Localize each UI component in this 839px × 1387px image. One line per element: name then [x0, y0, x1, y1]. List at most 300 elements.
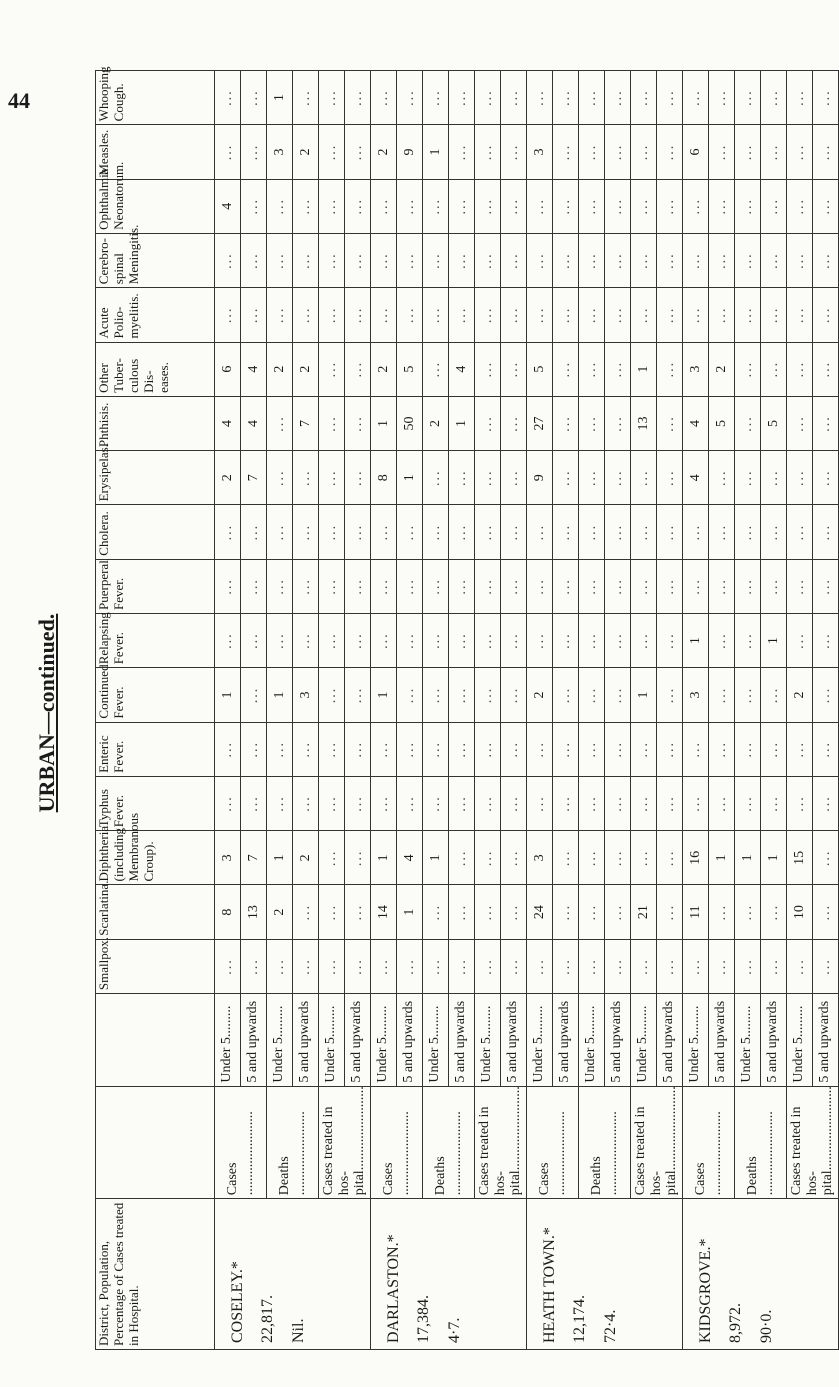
value-cell: ... — [761, 342, 787, 396]
value-cell: 16 — [683, 831, 709, 885]
value-cell: ... — [631, 505, 657, 559]
value-cell: ... — [423, 885, 449, 939]
value-cell: ... — [605, 614, 631, 668]
value-cell: ... — [579, 451, 605, 505]
value-cell: ... — [345, 559, 371, 613]
value-cell: ... — [319, 233, 345, 287]
value-cell: ... — [241, 668, 267, 722]
value-cell: ... — [709, 71, 735, 125]
value-cell: 1 — [631, 342, 657, 396]
value-cell: 1 — [215, 668, 241, 722]
value-cell: ... — [527, 614, 553, 668]
value-cell: ... — [579, 939, 605, 993]
value-cell: ... — [553, 831, 579, 885]
value-cell: ... — [631, 451, 657, 505]
value-cell: ... — [475, 505, 501, 559]
value-cell: ... — [293, 885, 319, 939]
page-number: 44 — [8, 88, 30, 113]
value-cell: ... — [371, 288, 397, 342]
value-cell: ... — [501, 939, 527, 993]
value-cell: ... — [605, 505, 631, 559]
value-cell: ... — [735, 722, 761, 776]
value-cell: ... — [527, 776, 553, 830]
value-cell: 9 — [527, 451, 553, 505]
value-cell: ... — [735, 288, 761, 342]
value-cell: ... — [527, 722, 553, 776]
column-header: Relapsing Fever. — [96, 614, 215, 668]
value-cell: ... — [423, 71, 449, 125]
value-cell: ... — [397, 179, 423, 233]
column-header: Smallpox. — [96, 939, 215, 993]
value-cell: 4 — [241, 342, 267, 396]
value-cell: ... — [449, 451, 475, 505]
value-cell: ... — [345, 179, 371, 233]
value-cell: 5 — [527, 342, 553, 396]
value-cell: 3 — [683, 668, 709, 722]
value-cell: ... — [215, 505, 241, 559]
value-cell: ... — [475, 614, 501, 668]
value-cell: ... — [787, 451, 813, 505]
value-cell: ... — [241, 288, 267, 342]
age-5-and-upwards: 5 and upwards — [397, 994, 423, 1087]
value-cell: 7 — [241, 831, 267, 885]
value-cell: ... — [735, 614, 761, 668]
value-cell: ... — [735, 451, 761, 505]
column-header: Cholera. — [96, 505, 215, 559]
value-cell: 15 — [787, 831, 813, 885]
district-name: DARLASTON.* — [385, 1234, 402, 1343]
value-cell: ... — [345, 722, 371, 776]
value-cell: 1 — [397, 451, 423, 505]
district-population: 8,972. — [727, 1303, 745, 1343]
value-cell: ... — [605, 396, 631, 450]
value-cell: ... — [241, 559, 267, 613]
value-cell: ... — [631, 71, 657, 125]
table-body — [215, 71, 839, 1350]
value-cell: ... — [579, 179, 605, 233]
value-cell: ... — [709, 125, 735, 179]
value-cell: ... — [631, 776, 657, 830]
value-cell: ... — [475, 776, 501, 830]
value-cell: ... — [475, 668, 501, 722]
age-5-and-upwards: 5 and upwards — [657, 994, 683, 1087]
value-cell: ... — [397, 505, 423, 559]
value-cell: ... — [553, 233, 579, 287]
value-cell: ... — [735, 179, 761, 233]
value-cell: ... — [345, 831, 371, 885]
value-cell: ... — [371, 71, 397, 125]
district-population: 12,174. — [571, 1295, 589, 1343]
value-cell: ... — [267, 614, 293, 668]
value-cell: ... — [527, 559, 553, 613]
value-cell: ... — [605, 776, 631, 830]
value-cell: 2 — [371, 342, 397, 396]
value-cell: ... — [371, 179, 397, 233]
value-cell: ... — [735, 125, 761, 179]
value-cell: ... — [553, 505, 579, 559]
table-row — [215, 71, 241, 1350]
value-cell: ... — [241, 505, 267, 559]
value-cell: ... — [397, 722, 423, 776]
value-cell: ... — [735, 342, 761, 396]
table-row — [475, 71, 501, 1350]
value-cell: ... — [449, 668, 475, 722]
value-cell: ... — [215, 125, 241, 179]
value-cell: ... — [371, 505, 397, 559]
value-cell: ... — [631, 125, 657, 179]
value-cell: ... — [397, 71, 423, 125]
value-cell: ... — [709, 559, 735, 613]
value-cell: 1 — [423, 125, 449, 179]
value-cell: ... — [787, 288, 813, 342]
value-cell: ... — [293, 451, 319, 505]
value-cell: ... — [631, 179, 657, 233]
value-cell: 2 — [787, 668, 813, 722]
value-cell: ... — [553, 559, 579, 613]
value-cell: ... — [319, 831, 345, 885]
value-cell: ... — [345, 614, 371, 668]
column-header: Puerperal Fever. — [96, 559, 215, 613]
age-under-5: Under 5......... — [475, 994, 501, 1087]
value-cell: ... — [657, 668, 683, 722]
running-head: URBAN—continued. — [34, 613, 59, 813]
value-cell: ... — [813, 125, 839, 179]
value-cell: ... — [267, 233, 293, 287]
row-label: Cases ........................ — [371, 1086, 423, 1199]
value-cell: ... — [241, 71, 267, 125]
row-label: Deaths ........................ — [423, 1086, 475, 1199]
value-cell: ... — [449, 776, 475, 830]
value-cell: ... — [319, 179, 345, 233]
value-cell: 3 — [293, 668, 319, 722]
value-cell: ... — [683, 776, 709, 830]
value-cell: ... — [397, 776, 423, 830]
value-cell: ... — [449, 559, 475, 613]
value-cell: ... — [293, 71, 319, 125]
value-cell: ... — [761, 71, 787, 125]
district-percentage: 90·0. — [757, 1309, 775, 1343]
value-cell: ... — [657, 505, 683, 559]
value-cell: ... — [813, 505, 839, 559]
value-cell: ... — [293, 288, 319, 342]
value-cell: ... — [605, 722, 631, 776]
value-cell: ... — [319, 776, 345, 830]
value-cell: ... — [501, 125, 527, 179]
age-5-and-upwards: 5 and upwards — [345, 994, 371, 1087]
value-cell: ... — [761, 668, 787, 722]
value-cell: ... — [657, 233, 683, 287]
column-header: Ophthalmia Neonatorum. — [96, 179, 215, 233]
value-cell: ... — [553, 722, 579, 776]
value-cell: ... — [345, 668, 371, 722]
value-cell: ... — [371, 722, 397, 776]
table-row — [683, 71, 709, 1350]
value-cell: ... — [761, 776, 787, 830]
value-cell: ... — [475, 559, 501, 613]
value-cell: ... — [293, 179, 319, 233]
row-label: Cases ........................ — [683, 1086, 735, 1199]
value-cell: ... — [527, 71, 553, 125]
value-cell: ... — [267, 776, 293, 830]
value-cell: 2 — [527, 668, 553, 722]
value-cell: ... — [787, 614, 813, 668]
value-cell: ... — [605, 451, 631, 505]
value-cell: 5 — [397, 342, 423, 396]
column-header: Enteric Fever. — [96, 722, 215, 776]
value-cell: ... — [475, 288, 501, 342]
value-cell: ... — [657, 288, 683, 342]
value-cell: ... — [787, 71, 813, 125]
value-cell: 4 — [397, 831, 423, 885]
value-cell: 13 — [241, 885, 267, 939]
value-cell: ... — [475, 233, 501, 287]
value-cell: ... — [215, 939, 241, 993]
value-cell: ... — [423, 559, 449, 613]
value-cell: ... — [449, 722, 475, 776]
value-cell: ... — [293, 614, 319, 668]
value-cell: ... — [579, 885, 605, 939]
value-cell: ... — [319, 396, 345, 450]
value-cell: ... — [657, 179, 683, 233]
table-row — [527, 71, 553, 1350]
value-cell: ... — [397, 614, 423, 668]
age-under-5: Under 5......... — [423, 994, 449, 1087]
value-cell: ... — [813, 179, 839, 233]
value-cell: ... — [449, 614, 475, 668]
row-label: Deaths ........................ — [579, 1086, 631, 1199]
value-cell: ... — [319, 614, 345, 668]
value-cell: ... — [371, 559, 397, 613]
value-cell: ... — [761, 451, 787, 505]
value-cell: ... — [345, 939, 371, 993]
table-row — [423, 71, 449, 1350]
age-header — [96, 994, 215, 1087]
value-cell: ... — [605, 288, 631, 342]
value-cell: ... — [553, 776, 579, 830]
value-cell: ... — [787, 559, 813, 613]
value-cell: ... — [215, 776, 241, 830]
value-cell: ... — [657, 396, 683, 450]
value-cell: ... — [657, 776, 683, 830]
value-cell: ... — [761, 722, 787, 776]
value-cell: ... — [735, 396, 761, 450]
value-cell: ... — [423, 233, 449, 287]
age-under-5: Under 5......... — [267, 994, 293, 1087]
value-cell: ... — [319, 125, 345, 179]
value-cell: ... — [683, 233, 709, 287]
value-cell: ... — [735, 668, 761, 722]
value-cell: 1 — [371, 831, 397, 885]
district-percentage: Nil. — [289, 1318, 307, 1343]
value-cell: ... — [657, 342, 683, 396]
age-5-and-upwards: 5 and upwards — [761, 994, 787, 1087]
value-cell: 3 — [683, 342, 709, 396]
value-cell: ... — [761, 885, 787, 939]
value-cell: ... — [267, 179, 293, 233]
value-cell: 3 — [527, 831, 553, 885]
age-under-5: Under 5......... — [735, 994, 761, 1087]
value-cell: 1 — [267, 71, 293, 125]
row-label: Deaths ........................ — [735, 1086, 787, 1199]
value-cell: ... — [813, 288, 839, 342]
table-row — [579, 71, 605, 1350]
column-header: Whooping Cough. — [96, 71, 215, 125]
age-under-5: Under 5......... — [527, 994, 553, 1087]
value-cell: ... — [501, 451, 527, 505]
value-cell: ... — [553, 614, 579, 668]
value-cell: 4 — [449, 342, 475, 396]
value-cell: ... — [501, 342, 527, 396]
age-5-and-upwards: 5 and upwards — [813, 994, 839, 1087]
value-cell: ... — [709, 451, 735, 505]
value-cell: 2 — [709, 342, 735, 396]
value-cell: ... — [579, 396, 605, 450]
value-cell: ... — [397, 559, 423, 613]
value-cell: ... — [709, 939, 735, 993]
value-cell: 1 — [397, 885, 423, 939]
value-cell: ... — [813, 71, 839, 125]
value-cell: ... — [345, 396, 371, 450]
row-label: Cases ........................ — [527, 1086, 579, 1199]
value-cell: ... — [605, 831, 631, 885]
value-cell: ... — [709, 288, 735, 342]
district-percentage: 4·7. — [445, 1317, 463, 1343]
age-under-5: Under 5......... — [787, 994, 813, 1087]
value-cell: ... — [735, 505, 761, 559]
column-header: Measles. — [96, 125, 215, 179]
district-population: 17,384. — [415, 1295, 433, 1343]
notifiable-diseases-table — [95, 66, 839, 1350]
value-cell: ... — [657, 559, 683, 613]
value-cell: ... — [787, 125, 813, 179]
value-cell: ... — [319, 451, 345, 505]
value-cell: ... — [423, 505, 449, 559]
value-cell: ... — [605, 939, 631, 993]
value-cell: ... — [579, 288, 605, 342]
district-cell — [215, 1199, 371, 1350]
row-label: Cases treated in hos- pital........................ — [319, 1086, 371, 1199]
district-name: HEATH TOWN.* — [541, 1227, 558, 1343]
value-cell: ... — [293, 776, 319, 830]
value-cell: ... — [527, 233, 553, 287]
value-cell: ... — [683, 559, 709, 613]
value-cell: 1 — [683, 614, 709, 668]
value-cell: ... — [449, 288, 475, 342]
table-row — [631, 71, 657, 1350]
row-label-header — [96, 1086, 215, 1199]
value-cell: ... — [579, 668, 605, 722]
value-cell: ... — [735, 559, 761, 613]
value-cell: ... — [579, 831, 605, 885]
value-cell: ... — [709, 668, 735, 722]
value-cell: ... — [501, 831, 527, 885]
value-cell: ... — [501, 668, 527, 722]
value-cell: ... — [709, 885, 735, 939]
value-cell: ... — [293, 505, 319, 559]
age-under-5: Under 5......... — [683, 994, 709, 1087]
row-label: Cases treated in hos- pital........................ — [631, 1086, 683, 1199]
value-cell: ... — [371, 776, 397, 830]
age-5-and-upwards: 5 and upwards — [501, 994, 527, 1087]
value-cell: ... — [553, 179, 579, 233]
rotated-table-container — [95, 66, 836, 1350]
district-name: COSELEY.* — [229, 1261, 246, 1343]
value-cell: ... — [371, 614, 397, 668]
column-header: Acute Polio- myelitis. — [96, 288, 215, 342]
value-cell: ... — [449, 505, 475, 559]
value-cell: ... — [605, 885, 631, 939]
value-cell: ... — [215, 71, 241, 125]
value-cell: ... — [241, 776, 267, 830]
value-cell: 2 — [371, 125, 397, 179]
value-cell: ... — [449, 71, 475, 125]
value-cell: ... — [709, 233, 735, 287]
district-percentage: 72·4. — [601, 1309, 619, 1343]
value-cell: ... — [475, 125, 501, 179]
value-cell: ... — [553, 939, 579, 993]
value-cell: ... — [501, 559, 527, 613]
value-cell: ... — [241, 614, 267, 668]
value-cell: ... — [449, 179, 475, 233]
value-cell: ... — [319, 342, 345, 396]
value-cell: 3 — [527, 125, 553, 179]
value-cell: ... — [423, 451, 449, 505]
value-cell: 9 — [397, 125, 423, 179]
row-label: Cases ........................ — [215, 1086, 267, 1199]
value-cell: 1 — [735, 831, 761, 885]
value-cell: ... — [709, 614, 735, 668]
value-cell: ... — [345, 451, 371, 505]
value-cell: ... — [761, 125, 787, 179]
value-cell: ... — [345, 233, 371, 287]
value-cell: ... — [657, 722, 683, 776]
value-cell: ... — [605, 125, 631, 179]
value-cell: ... — [527, 939, 553, 993]
value-cell: 2 — [423, 396, 449, 450]
value-cell: ... — [761, 505, 787, 559]
value-cell: ... — [423, 288, 449, 342]
value-cell: 4 — [215, 396, 241, 450]
age-under-5: Under 5......... — [215, 994, 241, 1087]
value-cell: 4 — [215, 179, 241, 233]
value-cell: ... — [345, 776, 371, 830]
value-cell: ... — [553, 885, 579, 939]
district-header: District, Population, Percentage of Cases treated in Hospital. — [96, 1199, 215, 1350]
row-label: Cases treated in hos- pital........................ — [475, 1086, 527, 1199]
age-5-and-upwards: 5 and upwards — [553, 994, 579, 1087]
value-cell: ... — [683, 71, 709, 125]
value-cell: ... — [371, 939, 397, 993]
value-cell: ... — [631, 831, 657, 885]
value-cell: ... — [475, 71, 501, 125]
value-cell: ... — [553, 125, 579, 179]
value-cell: ... — [579, 505, 605, 559]
value-cell: ... — [761, 179, 787, 233]
value-cell: 4 — [683, 396, 709, 450]
column-header: Erysipelas. — [96, 451, 215, 505]
age-under-5: Under 5......... — [371, 994, 397, 1087]
value-cell: ... — [761, 939, 787, 993]
district-cell — [371, 1199, 527, 1350]
value-cell: ... — [215, 559, 241, 613]
value-cell: ... — [579, 342, 605, 396]
value-cell: ... — [761, 233, 787, 287]
value-cell: ... — [761, 559, 787, 613]
value-cell: ... — [293, 559, 319, 613]
age-under-5: Under 5......... — [319, 994, 345, 1087]
value-cell: ... — [735, 885, 761, 939]
value-cell: ... — [787, 396, 813, 450]
